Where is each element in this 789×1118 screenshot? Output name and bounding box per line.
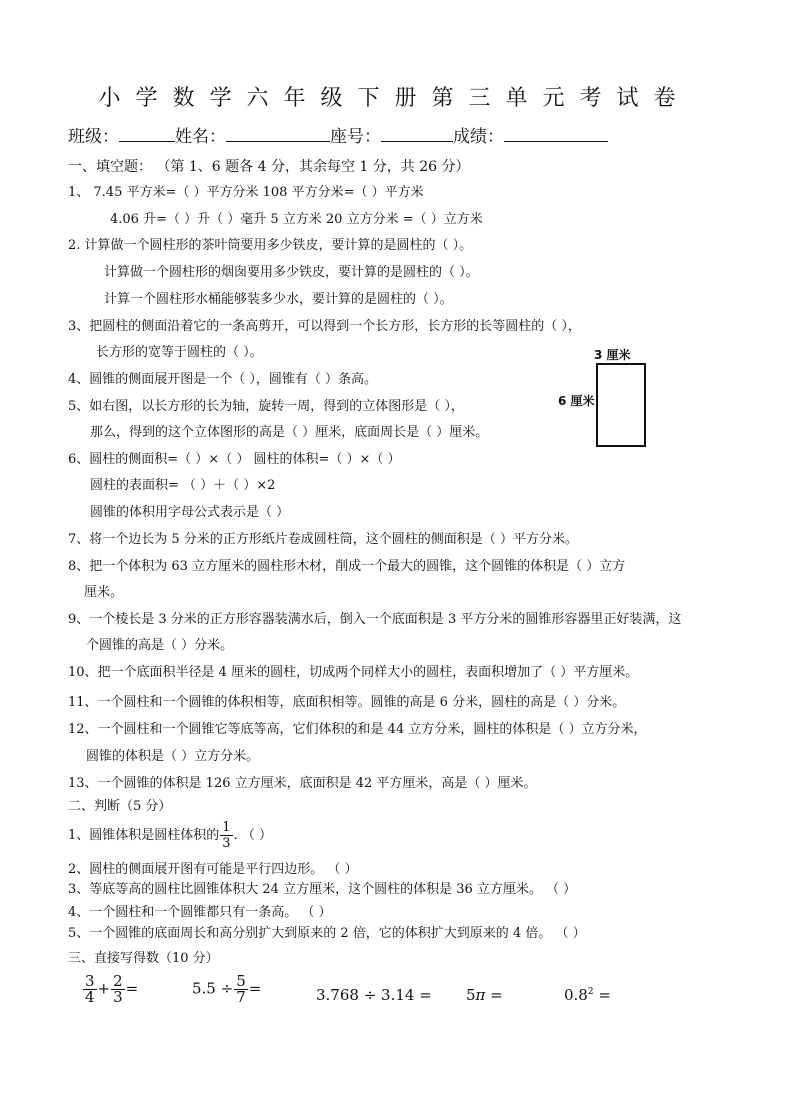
class-field[interactable] xyxy=(119,124,175,142)
question-line: 2. 计算做一个圆柱形的茶叶筒要用多少铁皮，要计算的是圆柱的（ ）。 xyxy=(68,238,473,253)
equals-sign: = xyxy=(593,986,611,1004)
name-field[interactable] xyxy=(226,124,330,142)
question-line: 那么，得到的这个立体图形的高是（ ）厘米，底面周长是（ ）厘米。 xyxy=(90,425,489,440)
power-exponent: 2 xyxy=(587,987,594,997)
question-line: 12、一个圆柱和一个圆锥它等底等高，它们体积的和是 44 立方分米，圆柱的体积是（ ）立方分米， xyxy=(68,722,647,737)
power-base: 0.8 xyxy=(564,986,588,1004)
section3-heading: 三、直接写得数（10 分） xyxy=(68,951,219,966)
question-line: 4、圆锥的侧面展开图是一个（ ），圆锥有（ ）条高。 xyxy=(68,372,378,387)
question-line: 5、如右图，以长方形的长为轴，旋转一周，得到的立体图形是（ ）， xyxy=(68,399,464,414)
question-line: 7、将一个边长为 5 分米的正方形纸片卷成圆柱筒，这个圆柱的侧面积是（ ）平方分米。 xyxy=(68,532,578,547)
seat-field[interactable] xyxy=(381,124,453,142)
fraction-denominator: 7 xyxy=(236,988,246,1006)
calc-problem-3: 3.768 ÷ 3.14 = xyxy=(316,986,432,1004)
question-line: 计算一个圆柱形水桶能够装多少水，要计算的是圆柱的（ ）。 xyxy=(104,292,453,307)
fraction-numerator: 2 xyxy=(113,972,123,990)
fraction-denominator: 3 xyxy=(113,988,123,1006)
calc-problem-2 xyxy=(192,974,261,1005)
question-line: 1、 7.45 平方米=（ ）平方分米 108 平方分米=（ ）平方米 xyxy=(68,185,424,200)
section2-heading: 二、判断（5 分） xyxy=(68,799,172,814)
question-line: 长方形的宽等于圆柱的（ ）。 xyxy=(96,345,263,360)
question-line: 计算做一个圆柱形的烟囱要用多少铁皮，要计算的是圆柱的（ ）。 xyxy=(104,265,479,280)
score-field[interactable] xyxy=(504,124,608,142)
question-line: 圆锥的体积是（ ）立方分米。 xyxy=(86,749,260,764)
question-line: 个圆锥的高是（ ）分米。 xyxy=(86,638,234,653)
question-line: 10、把一个底面积半径是 4 厘米的圆柱，切成两个同样大小的圆柱，表面积增加了（ ）平方厘米。 xyxy=(68,665,639,680)
fraction xyxy=(111,974,125,1005)
class-label: 班级： xyxy=(68,127,119,147)
question-line: 13、一个圆锥的体积是 126 立方厘米，底面积是 42 平方厘米，高是（ ）厘米。 xyxy=(68,776,537,791)
fraction xyxy=(234,974,248,1005)
name-label: 姓名： xyxy=(175,127,226,147)
calc-problem-5 xyxy=(564,986,611,1004)
question-line: 9、一个棱长是 3 分米的正方形容器装满水后，倒入一个底面积是 3 平方分米的圆锥形容器里正好装满，这 xyxy=(68,612,682,627)
student-info-row xyxy=(68,124,608,150)
operator: + xyxy=(97,979,111,998)
fraction-numerator: 5 xyxy=(236,972,246,990)
question-line: 圆柱的表面积= （ ）＋（ ）×2 xyxy=(90,478,276,493)
question-line: 11、一个圆柱和一个圆锥的体积相等，底面积相等。圆锥的高是 6 分米，圆柱的高是（ ）分米。 xyxy=(68,695,626,710)
judge-question: 5、一个圆锥的底面周长和高分别扩大到原来的 2 倍，它的体积扩大到原来的 4 倍。 （ ） xyxy=(68,926,586,941)
figure-length-label: 6 厘米 xyxy=(558,394,595,408)
question-line: 圆锥的体积用字母公式表示是（ ） xyxy=(90,505,290,520)
equals-sign: = xyxy=(248,979,262,998)
expression-lead: 5.5 ÷ xyxy=(192,979,234,998)
question-line: 4.06 升=（ ）升（ ）毫升 5 立方米 20 立方分米 =（ ）立方米 xyxy=(110,212,483,227)
question-line: 8、把一个体积为 63 立方厘米的圆柱形木材，削成一个最大的圆锥，这个圆锥的体积是（ ）立方 xyxy=(68,559,626,574)
question-line: 3、把圆柱的侧面沿着它的一条高剪开，可以得到一个长方形，长方形的长等圆柱的（ ）， xyxy=(68,319,581,334)
coefficient: 5 xyxy=(466,986,476,1004)
equals-sign: = xyxy=(125,979,139,998)
page-title: 小学数学六年级下册第三单元考试卷 xyxy=(98,86,691,111)
question-line: 厘米。 xyxy=(84,585,124,600)
judge-question-1 xyxy=(68,820,272,851)
score-label: 成绩： xyxy=(453,127,504,147)
judge-q1-tail: . （ ） xyxy=(233,828,272,843)
calc-problem-1 xyxy=(82,974,138,1005)
judge-q1-text: 1、圆锥体积是圆柱体积的 xyxy=(68,828,220,843)
fraction-numerator: 1 xyxy=(222,820,231,835)
rectangle-figure xyxy=(596,363,646,447)
fraction-denominator: 3 xyxy=(222,836,231,851)
figure-width-label: 3 厘米 xyxy=(594,348,631,362)
fraction-numerator: 3 xyxy=(85,972,95,990)
question-line: 6、圆柱的侧面积=（ ）×（ ） 圆柱的体积=（ ）×（ ） xyxy=(68,452,401,467)
calc-problem-4 xyxy=(466,986,503,1004)
judge-question: 2、圆柱的侧面展开图有可能是平行四边形。 （ ） xyxy=(68,862,358,877)
seat-label: 座号： xyxy=(330,127,381,147)
judge-question: 3、等底等高的圆柱比圆锥体积大 24 立方厘米，这个圆柱的体积是 36 立方厘米。 （ ） xyxy=(68,882,577,897)
fraction xyxy=(220,820,232,851)
equals-sign: = xyxy=(485,986,503,1004)
section1-heading: 一、填空题： （第 1、6 题各 4 分，其余每空 1 分，共 26 分） xyxy=(68,159,470,175)
fraction-denominator: 4 xyxy=(85,988,95,1006)
fraction xyxy=(83,974,97,1005)
pi-symbol: π xyxy=(475,986,486,1004)
judge-question: 4、一个圆柱和一个圆锥都只有一条高。 （ ） xyxy=(68,905,332,920)
